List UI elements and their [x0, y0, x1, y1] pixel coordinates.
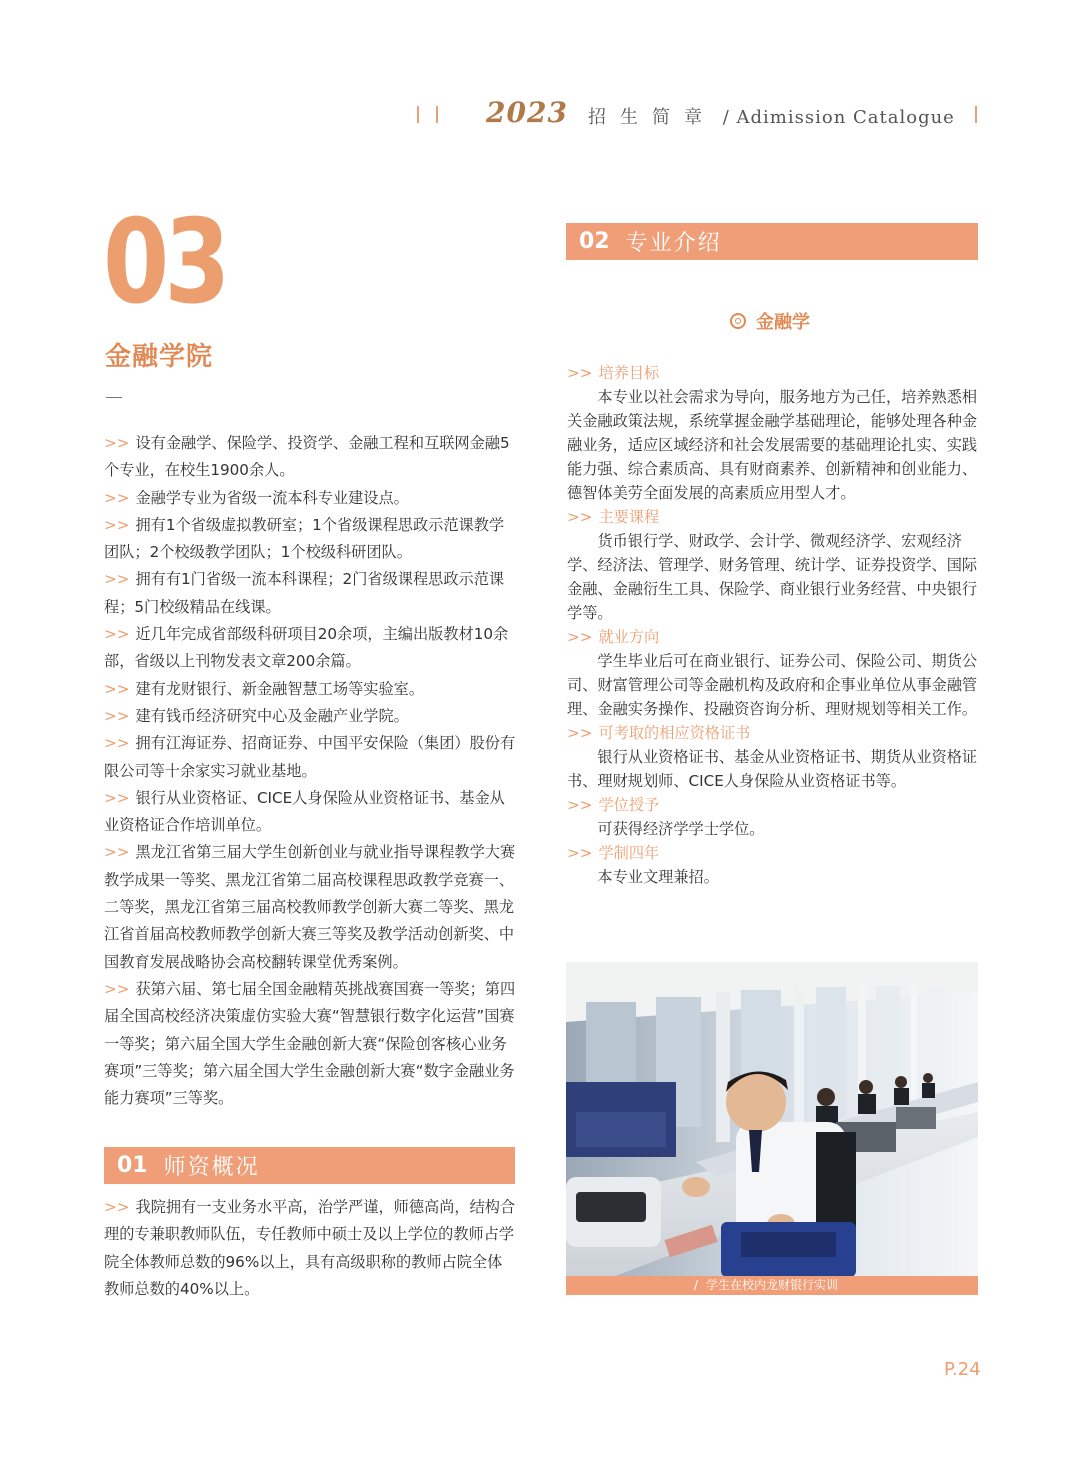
- arrow-icon: >>: [567, 508, 593, 526]
- arrow-icon: >>: [567, 724, 593, 742]
- list-item: >> 金融学专业为省级一流本科专业建设点。: [104, 488, 409, 507]
- block-heading: >> 学制四年: [567, 844, 660, 862]
- block-heading: >> 可考取的相应资格证书: [567, 724, 751, 742]
- section-title: 专业介绍: [625, 231, 722, 256]
- block-body: 货币银行学、财政学、会计学、微观经济学、宏观经济学、经济法、管理学、财务管理、统计学、证券投资学、国际金融、金融衍生工具、保险学、商业银行业务经营、中央银行学等。: [567, 532, 978, 622]
- page-number: P.24: [944, 1359, 981, 1380]
- block-heading: >> 就业方向: [567, 628, 660, 646]
- block-heading: >> 主要课程: [567, 508, 660, 526]
- college-name: 金融学院: [105, 342, 214, 372]
- list-item: >> 建有龙财银行、新金融智慧工场等实验室。: [104, 679, 425, 698]
- bullseye-icon: [730, 313, 746, 329]
- arrow-icon: >>: [104, 734, 130, 753]
- list-item: >> 银行从业资格证、CICE人身保险从业资格证书、基金从业资格证合作培训单位。: [104, 788, 505, 835]
- header-divider: [436, 106, 438, 123]
- block-body: 本专业文理兼招。: [597, 868, 719, 886]
- header-title-zh: 招生简章: [588, 107, 716, 128]
- major-details: [567, 361, 979, 889]
- block-body: 本专业以社会需求为导向，服务地方为己任，培养熟悉相关金融政策法规，系统掌握金融学基础理论，能够处理各种金融业务，适应区域经济和社会发展需要的基础理论扎实、实践能力强、综合素质高、具有财商素养、创新精神和创业能力、德智体美劳全面发展的高素质应用型人才。: [567, 388, 978, 502]
- arrow-icon: >>: [104, 843, 130, 862]
- arrow-icon: >>: [104, 706, 130, 725]
- header-divider: [975, 106, 977, 123]
- arrow-icon: >>: [104, 515, 130, 534]
- block-heading: >> 培养目标: [567, 364, 660, 382]
- list-item: >> 近几年完成省部级科研项目20余项，主编出版教材10余部，省级以上刊物发表文章200余篇。: [104, 625, 509, 671]
- intro-list: [104, 430, 516, 1112]
- list-item: >> 建有钱币经济研究中心及金融产业学院。: [104, 706, 409, 725]
- arrow-icon: >>: [567, 796, 593, 814]
- header-divider: [417, 106, 419, 123]
- block-heading: >> 学位授予: [567, 796, 660, 814]
- faculty-text: [104, 1194, 516, 1303]
- arrow-icon: >>: [104, 570, 130, 589]
- block-body: 银行从业资格证书、基金从业资格证书、期货从业资格证书、理财规划师、CICE人身保险从业资格证书等。: [567, 748, 978, 790]
- block-body: 可获得经济学学士学位。: [597, 820, 765, 838]
- divider-dash: [106, 397, 122, 398]
- training-photo: [566, 962, 978, 1295]
- arrow-icon: >>: [567, 628, 593, 646]
- header-title: [588, 103, 955, 129]
- arrow-icon: >>: [104, 1198, 130, 1216]
- list-item: >> 拥有有1门省级一流本科课程；2门省级课程思政示范课程；5门校级精品在线课。: [104, 570, 505, 616]
- paragraph: >> 我院拥有一支业务水平高，治学严谨，师德高尚，结构合理的专兼职教师队伍，专任教师中硕士及以上学位的教师占学院全体教师总数的96%以上，具有高级职称的教师占院全体教师总数的40%以上。: [104, 1198, 516, 1298]
- list-item: >> 黑龙江省第三届大学生创新创业与就业指导课程教学大赛教学成果一等奖、黑龙江省第二届高校课程思政教学竞赛一、二等奖，黑龙江省第三届高校教师教学创新大赛二等奖、黑龙江省首届高校教师教学创新大赛三等奖及教学活动创新奖、中国教育发展战略协会高校翻转课堂优秀案例。: [104, 843, 516, 971]
- list-item: >> 设有金融学、保险学、投资学、金融工程和互联网金融5个专业，在校生1900余人。: [104, 434, 510, 480]
- section-majors-header: [566, 223, 978, 260]
- major-title: 金融学: [730, 308, 810, 334]
- header-title-en: Adimission Catalogue: [736, 107, 955, 128]
- section-number: 02: [579, 229, 610, 254]
- arrow-icon: >>: [104, 625, 130, 644]
- arrow-icon: >>: [104, 679, 130, 698]
- header-title-sep: /: [716, 107, 737, 128]
- college-number: 03: [103, 195, 226, 330]
- caption-mark: /: [694, 1278, 699, 1292]
- section-number: 01: [117, 1153, 148, 1178]
- list-item: >> 拥有1个省级虚拟教研室；1个省级课程思政示范课教学团队；2个校级教学团队；1个校级科研团队。: [104, 515, 505, 562]
- block-body: 学生毕业后可在商业银行、证券公司、保险公司、期货公司、财富管理公司等金融机构及政府和企事业单位从事金融管理、金融实务操作、投融资咨询分析、理财规划等相关工作。: [567, 652, 978, 718]
- list-item: >> 拥有江海证券、招商证券、中国平安保险（集团）股份有限公司等十余家实习就业基地。: [104, 734, 516, 780]
- arrow-icon: >>: [567, 844, 593, 862]
- list-item: >> 获第六届、第七届全国金融精英挑战赛国赛一等奖；第四届全国高校经济决策虚仿实验大赛“智慧银行数字化运营”国赛一等奖；第六届全国大学生金融创新大赛“保险创客核心业务赛项”三等奖；第六届全国大学生金融创新大赛“数字金融业务能力赛项”三等奖。: [104, 979, 516, 1108]
- arrow-icon: >>: [104, 434, 130, 452]
- arrow-icon: >>: [567, 364, 593, 382]
- section-faculty-header: [104, 1147, 515, 1184]
- header-year: 2023: [486, 96, 568, 129]
- arrow-icon: >>: [104, 979, 130, 998]
- photo-caption: / 学生在校内龙财银行实训: [566, 1276, 978, 1295]
- bank-training-scene: [566, 962, 978, 1295]
- arrow-icon: >>: [104, 488, 130, 507]
- arrow-icon: >>: [104, 788, 130, 807]
- section-title: 师资概况: [163, 1155, 260, 1180]
